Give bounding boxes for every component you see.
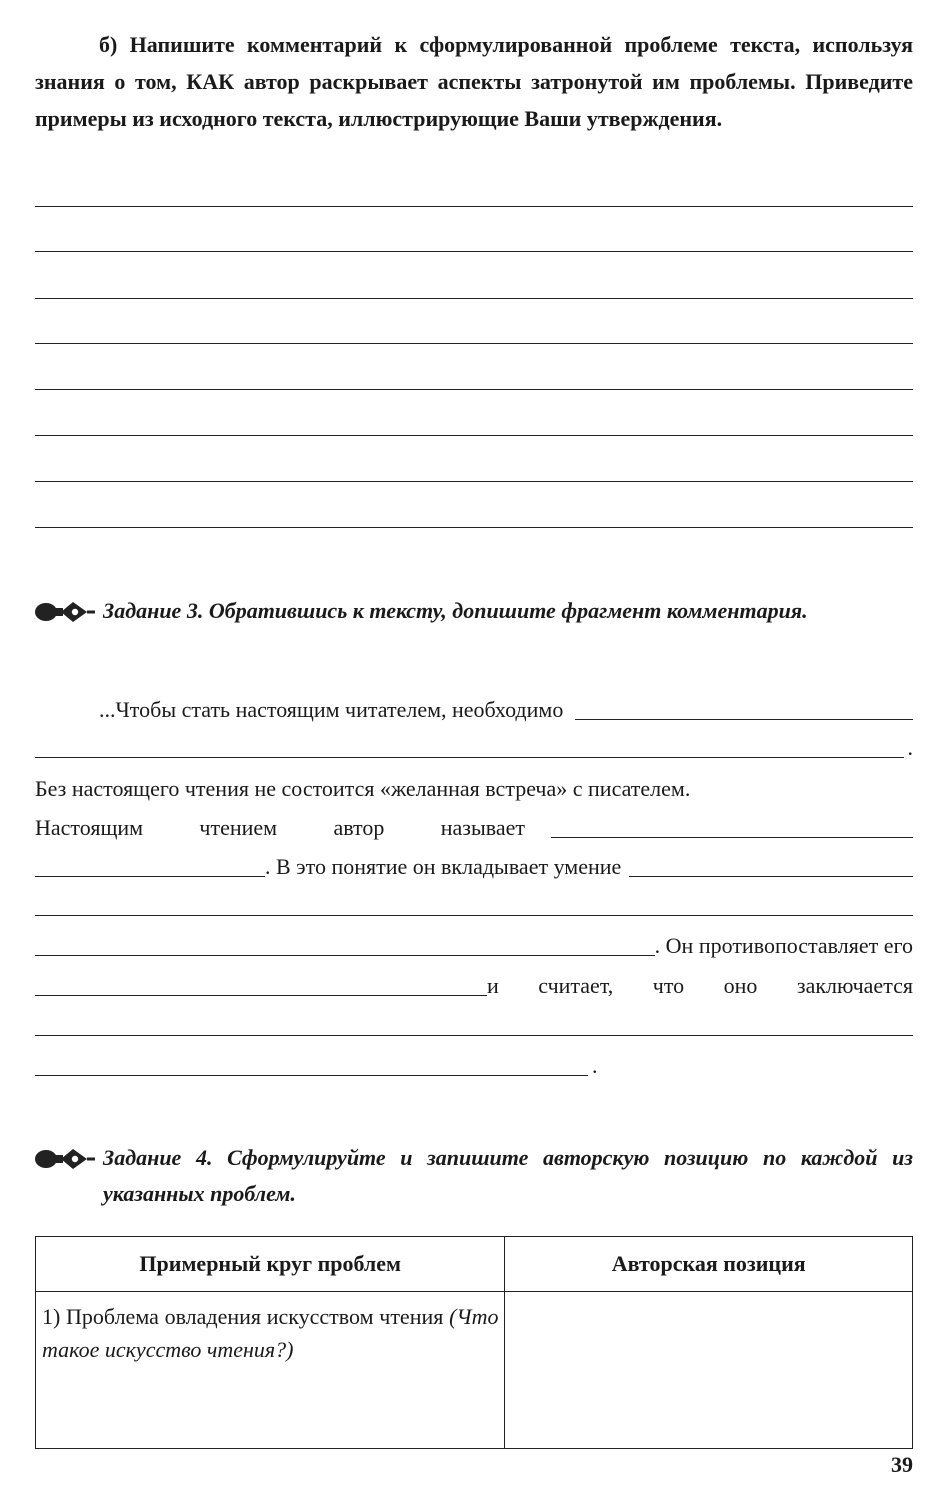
fragment-text: . В это понятие он вкладывает умение [265, 854, 622, 879]
blank-field[interactable] [551, 815, 913, 838]
column-header-author-position: Авторская позиция [505, 1237, 913, 1292]
blank-field[interactable] [35, 1053, 588, 1076]
problem-cell [36, 1292, 505, 1449]
blank-field[interactable] [35, 1013, 913, 1036]
answer-line[interactable] [35, 206, 913, 207]
blank-field[interactable] [575, 697, 913, 720]
pen-nib-icon [35, 1148, 95, 1170]
fill-line-3 [35, 773, 913, 803]
fill-line-9 [35, 1010, 913, 1040]
answer-line[interactable] [35, 527, 913, 528]
fragment-text: и считает, что оно заключается [487, 973, 913, 998]
fill-line-7 [35, 930, 913, 960]
table-row [36, 1292, 913, 1449]
pen-nib-icon [35, 601, 95, 623]
blank-field[interactable] [35, 973, 487, 996]
task3-header [35, 593, 913, 629]
answer-line[interactable] [35, 481, 913, 482]
answer-line[interactable] [35, 298, 913, 299]
blank-field[interactable] [629, 854, 913, 877]
fragment-text: . [592, 1053, 598, 1078]
blank-field[interactable] [35, 735, 904, 758]
task4-heading: Задание 4. Сформулируйте и запишите авторскую позицию по каждой из указанных проблем. [103, 1145, 913, 1206]
problems-table [35, 1236, 913, 1449]
fill-line-5 [35, 851, 913, 881]
fragment-text: ...Чтобы стать настоящим читателем, необходимо [99, 697, 564, 722]
fill-line-1 [35, 694, 913, 724]
answer-line[interactable] [35, 435, 913, 436]
fragment-text: . Он противопоставляет его [654, 933, 913, 958]
blank-field[interactable] [35, 854, 265, 877]
column-header-problems: Примерный круг проблем [36, 1237, 505, 1292]
answer-line[interactable] [35, 389, 913, 390]
blank-field[interactable] [35, 933, 655, 956]
problem-hint: (Что такое искусство чтения?) [42, 1304, 499, 1362]
fragment-text: Без настоящего чтения не состоится «желанная встреча» с писателем. [35, 776, 691, 801]
task2b-instructions: б) Напишите комментарий к сформулированной проблеме текста, используя знания о том, КАК автор раскрывает аспекты затронутой им проблемы. Приведите примеры из исходного текста, иллюстрирующие Ваши утверждения. [35, 32, 913, 131]
table-header-row [36, 1237, 913, 1292]
fill-line-4 [35, 812, 913, 842]
fragment-text: . [907, 735, 913, 760]
fill-line-6 [35, 890, 913, 920]
task4-header [35, 1140, 913, 1212]
answer-line[interactable] [35, 251, 913, 252]
author-position-cell[interactable] [505, 1292, 913, 1449]
page-number: 39 [891, 1452, 913, 1477]
fill-line-2 [35, 732, 913, 762]
fragment-text: Настоящим чтением автор называет [35, 815, 525, 840]
problem-text: 1) Проблема овладения искусством чтения [42, 1304, 444, 1329]
fill-line-8 [35, 970, 913, 1000]
blank-field[interactable] [35, 893, 913, 916]
answer-line[interactable] [35, 343, 913, 344]
fill-line-10 [35, 1050, 913, 1080]
task3-heading: Задание 3. Обратившись к тексту, допишите фрагмент комментария. [103, 598, 808, 623]
